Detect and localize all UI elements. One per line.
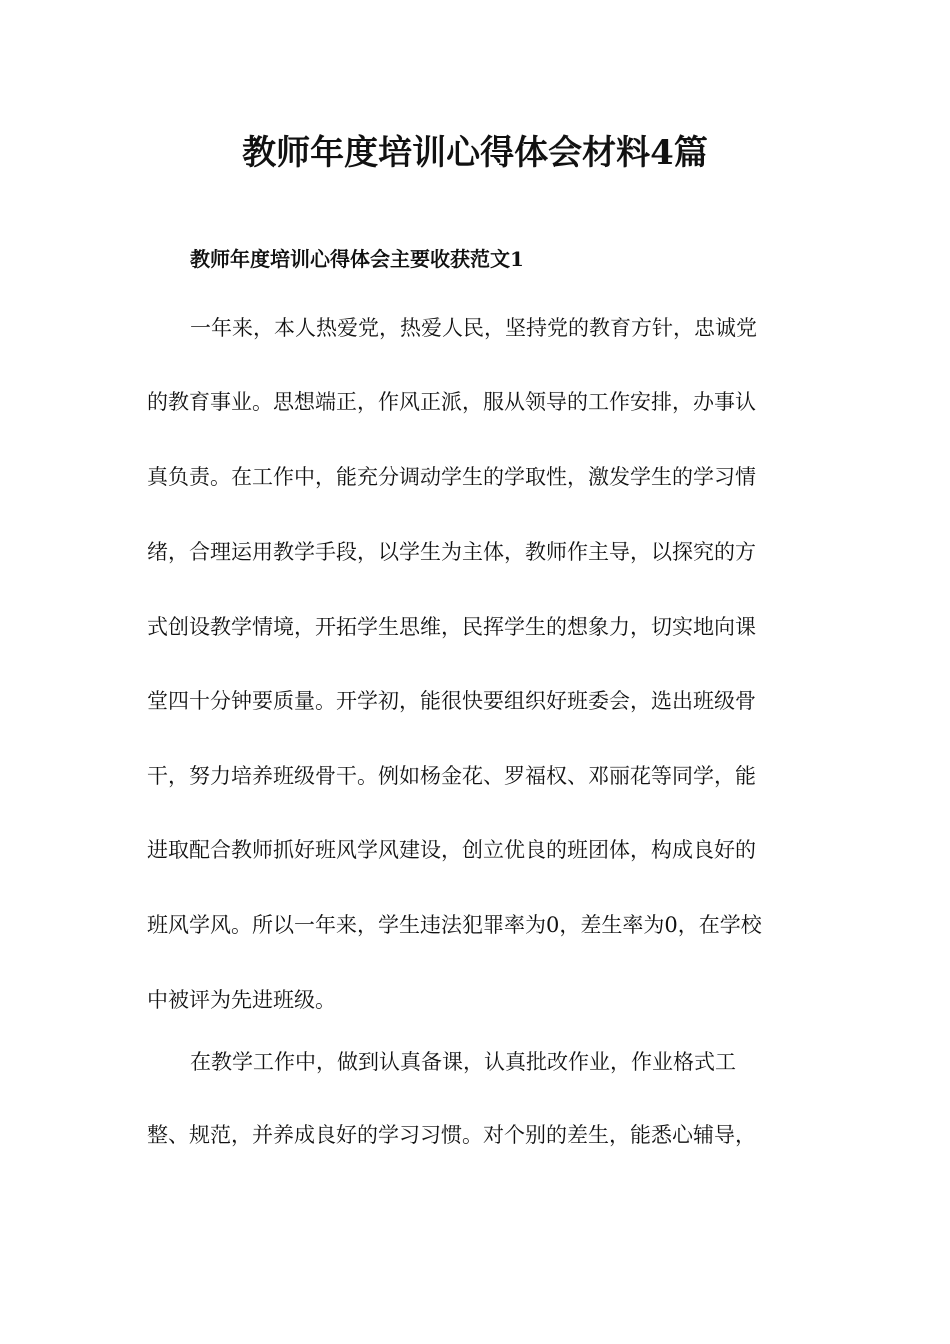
document-title: 教师年度培训心得体会材料4篇 xyxy=(242,133,708,173)
paragraph-line: 真负责。在工作中，能充分调动学生的学取性，激发学生的学习情 xyxy=(147,465,756,489)
paragraph-line: 整、规范，并养成良好的学习习惯。对个别的差生，能悉心辅导， xyxy=(147,1123,756,1147)
section-heading: 教师年度培训心得体会主要收获范文1 xyxy=(190,247,524,271)
paragraph-line: 在教学工作中，做到认真备课，认真批改作业，作业格式工 xyxy=(190,1050,736,1074)
paragraph-line: 绪，合理运用教学手段，以学生为主体，教师作主导，以探究的方 xyxy=(147,540,756,564)
paragraph-line: 的教育事业。思想端正，作风正派，服从领导的工作安排，办事认 xyxy=(147,390,756,414)
paragraph-line: 班风学风。所以一年来，学生违法犯罪率为0，差生率为0，在学校 xyxy=(147,913,762,937)
paragraph-line: 进取配合教师抓好班风学风建设，创立优良的班团体，构成良好的 xyxy=(147,838,756,862)
paragraph-line: 式创设教学情境，开拓学生思维，民挥学生的想象力，切实地向课 xyxy=(147,615,756,639)
paragraph-line: 堂四十分钟要质量。开学初，能很快要组织好班委会，选出班级骨 xyxy=(147,689,756,713)
paragraph-line: 干，努力培养班级骨干。例如杨金花、罗福权、邓丽花等同学，能 xyxy=(147,764,756,788)
paragraph-line: 中被评为先进班级。 xyxy=(147,988,336,1012)
paragraph-line: 一年来，本人热爱党，热爱人民，坚持党的教育方针，忠诚党 xyxy=(190,316,757,340)
